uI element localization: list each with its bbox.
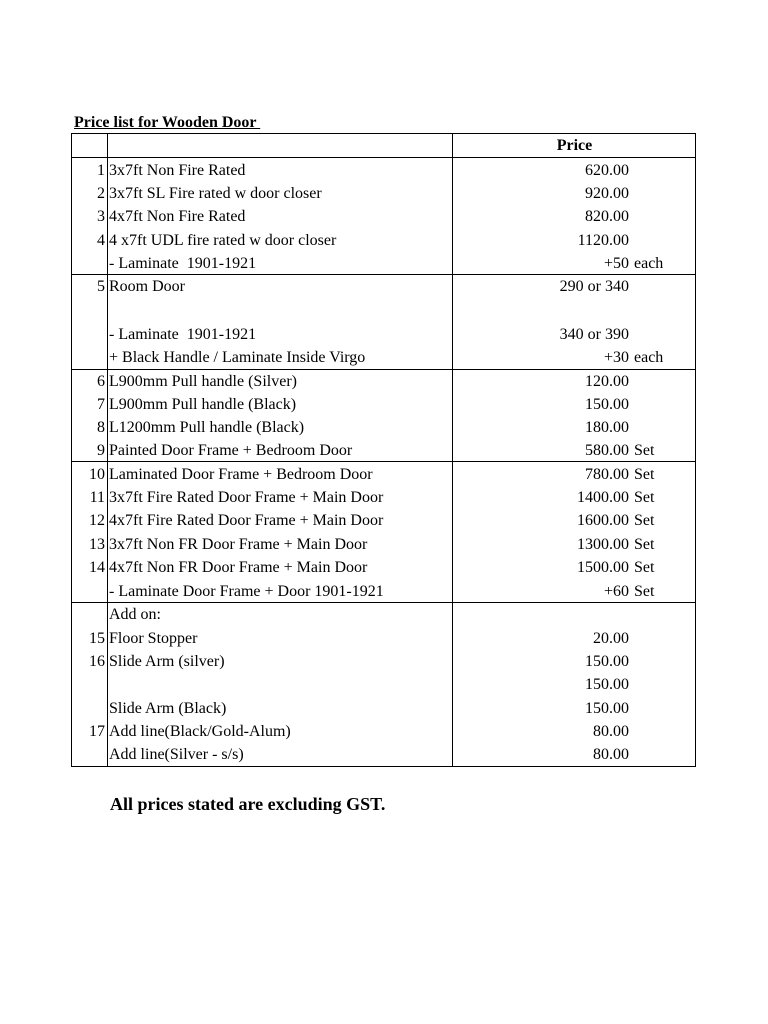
table-row	[72, 275, 695, 298]
price-table	[71, 133, 696, 767]
row-number: 2	[97, 185, 105, 202]
row-price: 1300.00	[577, 536, 629, 553]
row-description: - Laminate 1901-1921	[109, 255, 257, 272]
table-row	[72, 486, 695, 509]
row-number: 1	[97, 162, 105, 179]
row-number: 7	[97, 396, 105, 413]
row-price: 150.00	[585, 700, 629, 717]
row-price: 120.00	[585, 373, 629, 390]
table-row	[72, 182, 695, 205]
row-description: L1200mm Pull handle (Black)	[109, 419, 305, 436]
row-price: 150.00	[585, 396, 629, 413]
row-description: Add line(Black/Gold-Alum)	[109, 723, 291, 740]
table-row	[72, 627, 695, 650]
row-price: 80.00	[593, 723, 629, 740]
row-description: + Black Handle / Laminate Inside Virgo	[109, 349, 366, 366]
row-price: +60	[603, 583, 629, 600]
table-row	[72, 393, 695, 416]
row-description: 3x7ft SL Fire rated w door closer	[109, 185, 322, 202]
table-row	[72, 205, 695, 228]
table-row	[72, 603, 695, 626]
table-row	[72, 252, 695, 275]
row-unit: Set	[634, 583, 655, 600]
row-number: 12	[89, 512, 105, 529]
row-number: 5	[97, 278, 105, 295]
row-price: 1400.00	[577, 489, 629, 506]
table-row	[72, 346, 695, 369]
row-description: Add on:	[109, 606, 161, 623]
row-number: 10	[89, 466, 105, 483]
row-description: Add line(Silver - s/s)	[109, 746, 244, 763]
table-row	[72, 229, 695, 252]
row-description: 3x7ft Non FR Door Frame + Main Door	[109, 536, 368, 553]
table-row	[72, 416, 695, 439]
table-row	[72, 650, 695, 673]
row-price: 290 or 340	[559, 278, 629, 295]
row-description: 4x7ft Non Fire Rated	[109, 208, 246, 225]
row-unit: Set	[634, 536, 655, 553]
table-row	[72, 323, 695, 346]
row-description: 4x7ft Fire Rated Door Frame + Main Door	[109, 512, 384, 529]
row-description: 3x7ft Non Fire Rated	[109, 162, 246, 179]
row-description: - Laminate 1901-1921	[109, 326, 257, 343]
row-number: 15	[89, 630, 105, 647]
price-column-header: Price	[556, 137, 593, 154]
row-price: 1500.00	[577, 559, 629, 576]
row-number: 3	[97, 208, 105, 225]
row-unit: Set	[634, 442, 655, 459]
row-unit: each	[634, 255, 664, 272]
row-unit: each	[634, 349, 664, 366]
table-row	[72, 556, 695, 579]
row-number: 8	[97, 419, 105, 436]
row-unit: Set	[634, 559, 655, 576]
row-price: +30	[603, 349, 629, 366]
row-description: Slide Arm (Black)	[109, 700, 227, 717]
row-price: 20.00	[593, 630, 629, 647]
row-price: +50	[603, 255, 629, 272]
row-price: 820.00	[585, 208, 629, 225]
row-description: 4 x7ft UDL fire rated w door closer	[109, 232, 337, 249]
row-number: 11	[89, 489, 105, 506]
table-row	[72, 509, 695, 532]
row-unit: Set	[634, 466, 655, 483]
row-price: 80.00	[593, 746, 629, 763]
row-unit: Set	[634, 489, 655, 506]
row-price: 340 or 390	[559, 326, 629, 343]
footer-note: All prices stated are excluding GST.	[110, 794, 386, 814]
row-number: 6	[97, 373, 105, 390]
row-description: Painted Door Frame + Bedroom Door	[109, 442, 353, 459]
table-row	[72, 580, 695, 603]
table-row	[72, 159, 695, 182]
row-price: 920.00	[585, 185, 629, 202]
row-price: 150.00	[585, 676, 629, 693]
row-unit: Set	[634, 512, 655, 529]
row-description: 4x7ft Non FR Door Frame + Main Door	[109, 559, 368, 576]
row-description: Room Door	[109, 278, 185, 295]
row-description: Slide Arm (silver)	[109, 653, 225, 670]
row-price: 150.00	[585, 653, 629, 670]
table-row	[72, 463, 695, 486]
row-price: 1120.00	[577, 232, 629, 249]
table-row	[72, 300, 695, 323]
row-description: Laminated Door Frame + Bedroom Door	[109, 466, 373, 483]
table-row	[72, 720, 695, 743]
row-description: L900mm Pull handle (Silver)	[109, 373, 297, 390]
row-price: 580.00	[585, 442, 629, 459]
row-number: 9	[97, 442, 105, 459]
row-description: 3x7ft Fire Rated Door Frame + Main Door	[109, 489, 384, 506]
table-row	[72, 439, 695, 462]
row-number: 17	[89, 723, 105, 740]
row-price: 780.00	[585, 466, 629, 483]
row-number: 13	[89, 536, 105, 553]
page-title: Price list for Wooden Door	[74, 114, 261, 131]
row-number: 16	[89, 653, 105, 670]
table-row	[72, 370, 695, 393]
row-price: 180.00	[585, 419, 629, 436]
table-row	[72, 673, 695, 696]
row-number: 14	[89, 559, 105, 576]
row-price: 620.00	[585, 162, 629, 179]
table-row	[72, 743, 695, 766]
table-row	[72, 697, 695, 720]
header-divider	[72, 157, 695, 158]
row-price: 1600.00	[577, 512, 629, 529]
row-description: - Laminate Door Frame + Door 1901-1921	[109, 583, 384, 600]
table-row	[72, 533, 695, 556]
row-number: 4	[97, 232, 105, 249]
row-description: Floor Stopper	[109, 630, 198, 647]
row-description: L900mm Pull handle (Black)	[109, 396, 297, 413]
